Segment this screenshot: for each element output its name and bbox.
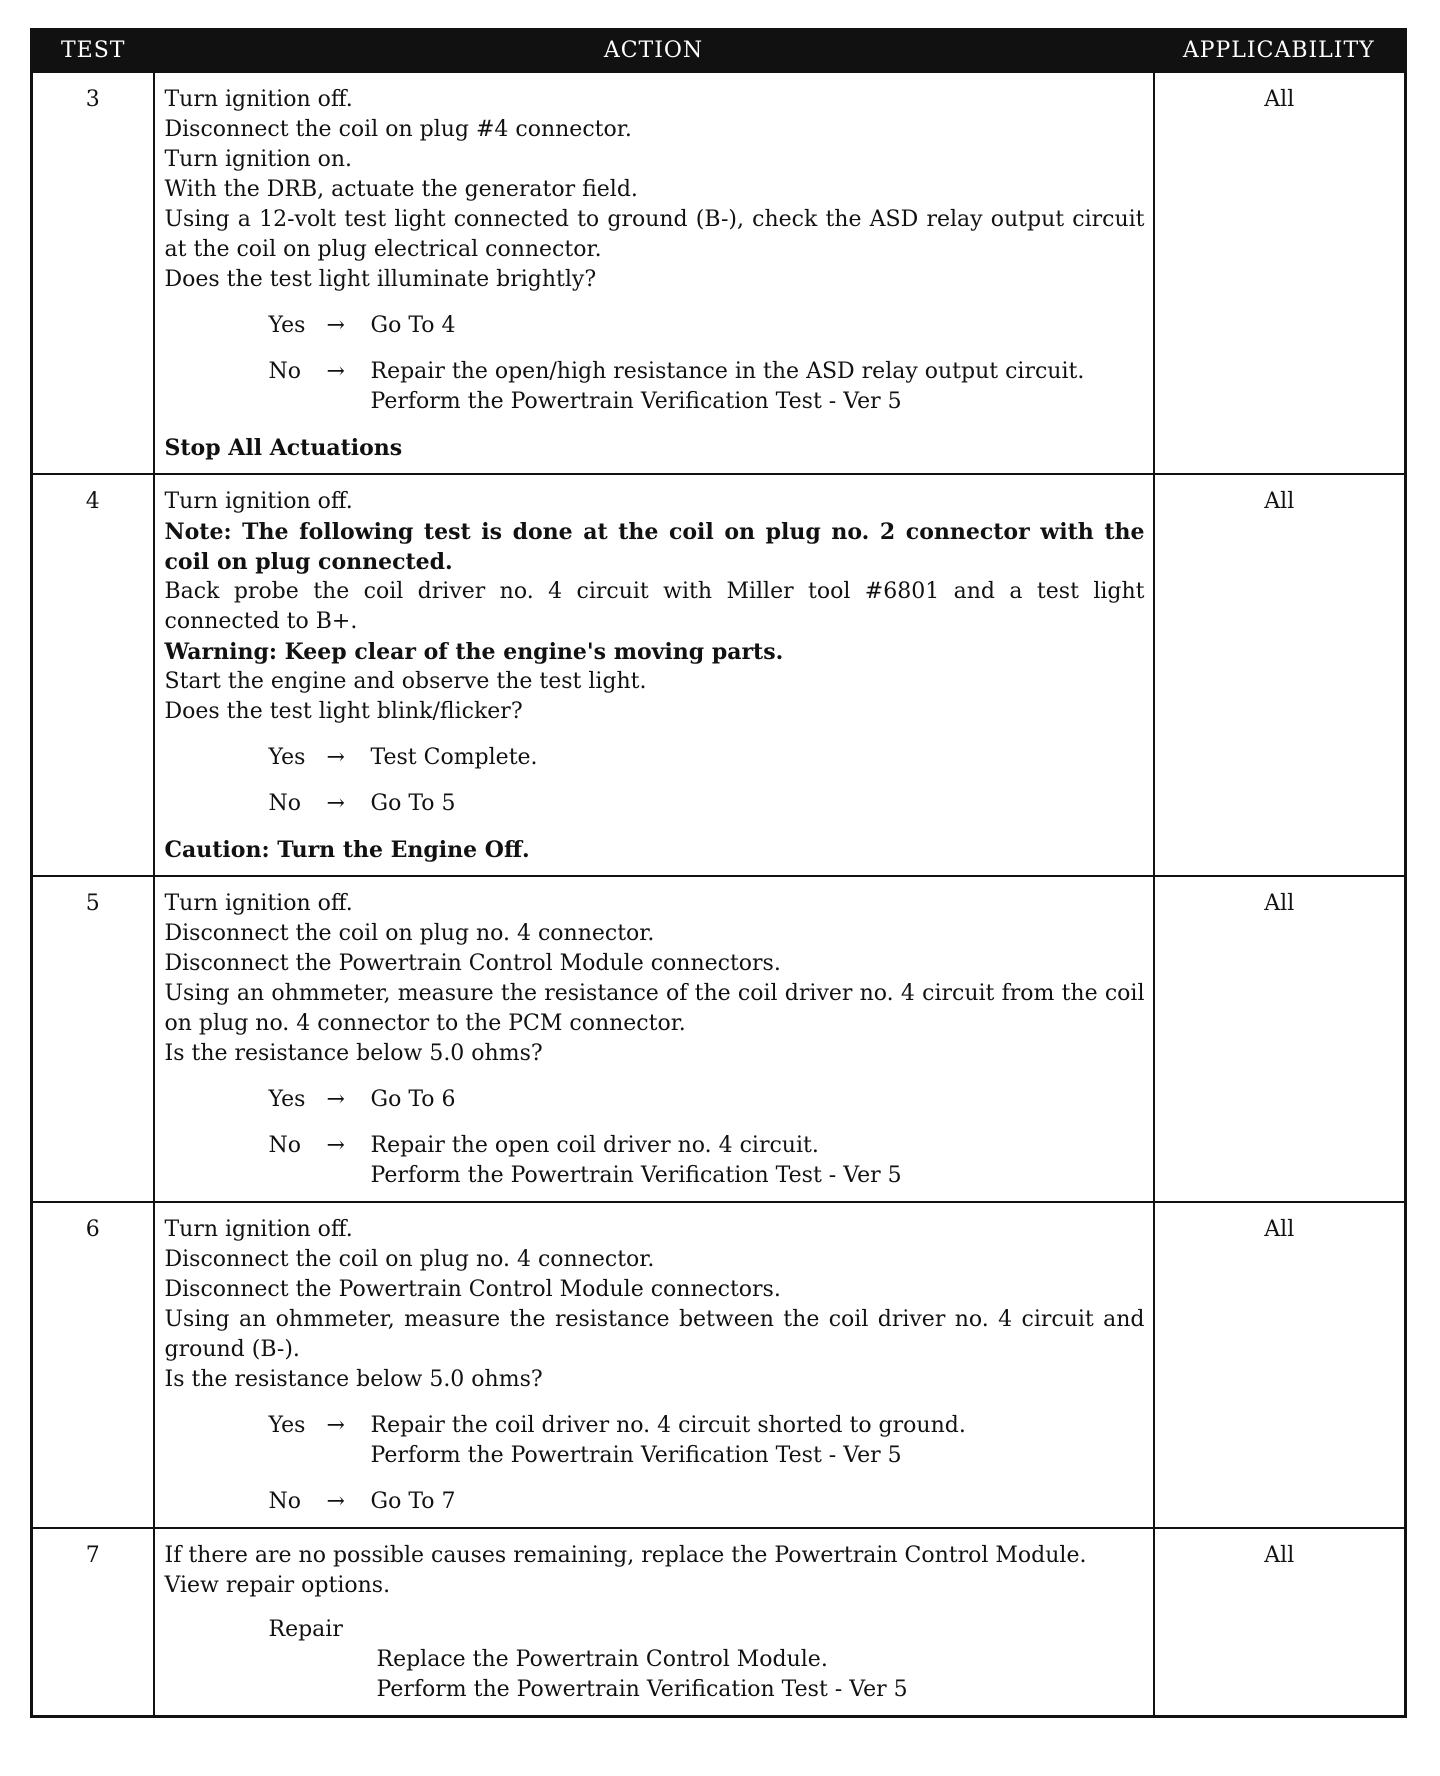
action-cell (154, 474, 1154, 876)
test-number: 7 (32, 1528, 154, 1717)
action-step: Start the engine and observe the test light. (164, 669, 647, 694)
arrow-icon: → (326, 1489, 345, 1514)
test-number: 6 (32, 1202, 154, 1528)
action-step: Is the resistance below 5.0 ohms? (164, 1041, 543, 1066)
test-number: 5 (32, 876, 154, 1202)
arrow-icon: → (326, 313, 345, 338)
arrow-icon: → (326, 1133, 345, 1158)
diagnostic-table-page (30, 28, 1404, 1718)
action-step: Disconnect the Powertrain Control Module connectors. (164, 1277, 781, 1302)
arrow-icon: → (326, 1413, 345, 1438)
action-step: Does the test light illuminate brightly? (164, 267, 597, 292)
branch-result (371, 357, 1145, 417)
branch-yes (269, 1411, 1145, 1471)
action-warning-text: Warning: Keep clear of the engine's moving parts. (164, 639, 784, 665)
action-step: Turn ignition off. (164, 891, 353, 916)
repair-step: Replace the Powertrain Control Module. (376, 1647, 828, 1672)
action-step: Using a 12-volt test light connected to ground (B-), check the ASD relay output circuit at the coil on plug electrical connector. (164, 207, 1145, 262)
branch-result (371, 1487, 1145, 1517)
applicability-cell: All (1154, 1202, 1406, 1528)
action-step: Turn ignition off. (164, 1217, 353, 1242)
branch-label: No (268, 1489, 301, 1514)
table-row (32, 1528, 1406, 1717)
action-step: Does the test light blink/flicker? (164, 699, 523, 724)
action-step: Turn ignition off. (164, 489, 353, 514)
branch-no (269, 1131, 1145, 1191)
action-step: If there are no possible causes remaining, replace the Powertrain Control Module. (164, 1543, 1087, 1568)
action-footer-note: Caution: Turn the Engine Off. (164, 837, 530, 863)
header-action: ACTION (154, 30, 1154, 73)
test-number: 4 (32, 474, 154, 876)
repair-steps (377, 1645, 1145, 1705)
branch-result (371, 1085, 1145, 1115)
action-step: Back probe the coil driver no. 4 circuit with Miller tool #6801 and a test light connected to B+. (164, 579, 1145, 634)
branch-result (371, 311, 1145, 341)
branch-result-line: Repair the open coil driver no. 4 circuit. (370, 1133, 819, 1158)
diagnostic-test-table (30, 28, 1407, 1718)
action-cell (154, 1528, 1154, 1717)
applicability-cell: All (1154, 876, 1406, 1202)
action-step: Using an ohmmeter, measure the resistance of the coil driver no. 4 circuit from the coil on plug no. 4 connector to the PCM connector. (164, 981, 1145, 1036)
branch-result (371, 789, 1145, 819)
branch-result-line: Go To 6 (370, 1087, 456, 1112)
branch-yes (269, 311, 1145, 341)
table-row (32, 1202, 1406, 1528)
table-row (32, 72, 1406, 474)
branch-result-line: Repair the open/high resistance in the ASD relay output circuit. (370, 359, 1085, 384)
branch-result (371, 1131, 1145, 1191)
branch-result-line: Perform the Powertrain Verification Test - Ver 5 (370, 1163, 902, 1188)
action-step: Turn ignition off. (164, 87, 353, 112)
action-warning-text: Note: The following test is done at the coil on plug no. 2 connector with the coil on plug connected. (164, 519, 1145, 575)
table-header (32, 30, 1406, 73)
branch-yes (269, 1085, 1145, 1115)
branch-label: Yes (268, 313, 306, 338)
action-step: Turn ignition on. (164, 147, 353, 172)
action-cell (154, 876, 1154, 1202)
action-footer-note: Stop All Actuations (164, 435, 403, 461)
action-step: Disconnect the coil on plug no. 4 connector. (164, 1247, 655, 1272)
arrow-icon: → (326, 791, 345, 816)
branch-label: Yes (268, 1087, 306, 1112)
action-step: Disconnect the coil on plug #4 connector. (164, 117, 632, 142)
header-test: TEST (32, 30, 154, 73)
repair-label: Repair (268, 1617, 343, 1642)
action-step: View repair options. (164, 1573, 391, 1598)
branch-label: Yes (268, 1413, 306, 1438)
branch-yes (269, 743, 1145, 773)
branch-label: No (268, 1133, 301, 1158)
arrow-icon: → (326, 745, 345, 770)
branch-result-line: Test Complete. (370, 745, 538, 770)
branch-result (371, 743, 1145, 773)
branch-label: No (268, 359, 301, 384)
branch-label: No (268, 791, 301, 816)
repair-step: Perform the Powertrain Verification Test - Ver 5 (376, 1677, 908, 1702)
action-step: Disconnect the Powertrain Control Module connectors. (164, 951, 781, 976)
branch-result-line: Perform the Powertrain Verification Test - Ver 5 (370, 389, 902, 414)
table-body (32, 72, 1406, 1717)
applicability-cell: All (1154, 72, 1406, 474)
table-row (32, 474, 1406, 876)
action-step: Is the resistance below 5.0 ohms? (164, 1367, 543, 1392)
branch-result-line: Perform the Powertrain Verification Test - Ver 5 (370, 1443, 902, 1468)
branch-no (269, 1487, 1145, 1517)
header-applicability: APPLICABILITY (1154, 30, 1406, 73)
action-step: Disconnect the coil on plug no. 4 connector. (164, 921, 655, 946)
branch-result-line: Go To 7 (370, 1489, 456, 1514)
action-step: Using an ohmmeter, measure the resistance between the coil driver no. 4 circuit and ground (B-). (164, 1307, 1145, 1362)
applicability-cell: All (1154, 474, 1406, 876)
arrow-icon: → (326, 1087, 345, 1112)
branch-result (371, 1411, 1145, 1471)
action-cell (154, 72, 1154, 474)
table-row (32, 876, 1406, 1202)
action-step: With the DRB, actuate the generator field. (164, 177, 638, 202)
branch-result-line: Go To 5 (370, 791, 456, 816)
branch-result-line: Go To 4 (370, 313, 456, 338)
branch-no (269, 357, 1145, 417)
applicability-cell: All (1154, 1528, 1406, 1717)
action-cell (154, 1202, 1154, 1528)
test-number: 3 (32, 72, 154, 474)
arrow-icon: → (326, 359, 345, 384)
branch-result-line: Repair the coil driver no. 4 circuit shorted to ground. (370, 1413, 966, 1438)
branch-label: Yes (268, 745, 306, 770)
branch-no (269, 789, 1145, 819)
